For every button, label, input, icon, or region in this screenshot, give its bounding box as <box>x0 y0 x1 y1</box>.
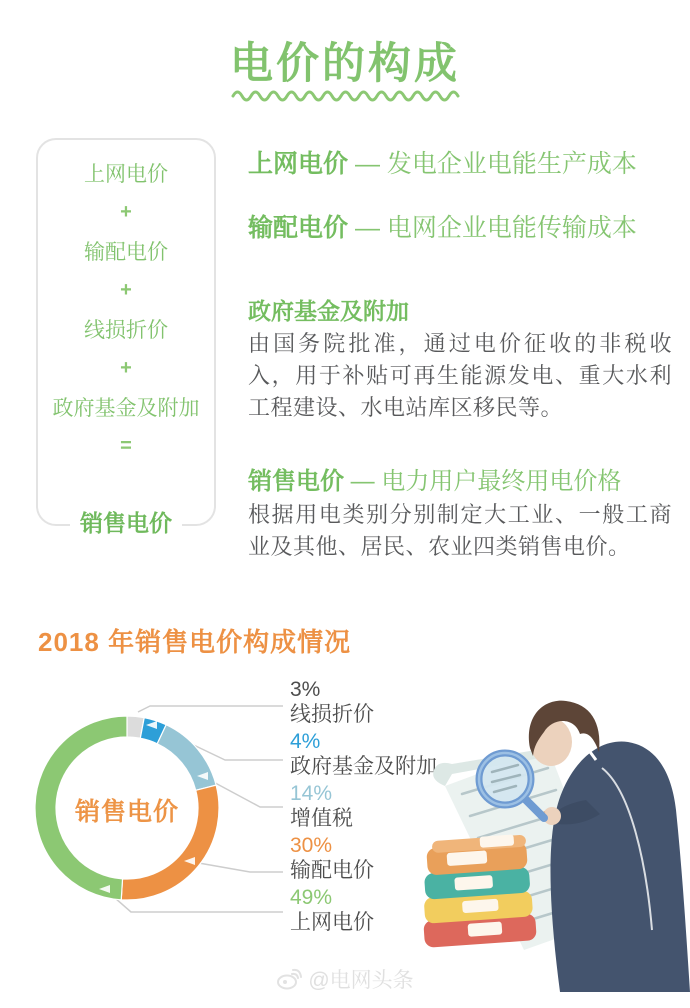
chart-label-name: 增值税 <box>290 807 353 830</box>
footer-credit-text: @电网头条 <box>308 969 414 992</box>
gov-section-title: 政府基金及附加 <box>248 298 409 324</box>
chart-label-value: 3% <box>290 678 321 701</box>
definition-desc: — 发电企业电能生产成本 <box>348 150 637 178</box>
chart-label-name: 线损折价 <box>290 703 374 726</box>
books-stack-icon <box>418 833 537 948</box>
formula-operator: + <box>120 200 132 223</box>
formula-term: 线损折价 <box>84 319 168 343</box>
chart-label-value: 49% <box>290 886 333 909</box>
formula-operator: + <box>120 356 132 379</box>
formula-term: 政府基金及附加 <box>52 397 200 421</box>
donut-center-label: 销售电价 <box>74 798 179 826</box>
weibo-icon <box>276 968 302 990</box>
formula-result: 销售电价 <box>70 505 182 538</box>
chart-label-value: 4% <box>290 730 321 753</box>
chart-label-name: 输配电价 <box>290 859 374 882</box>
formula-operator: + <box>120 278 132 301</box>
definition-desc: — 电网企业电能传输成本 <box>348 214 637 242</box>
title-squiggle-underline <box>0 0 690 110</box>
footer-credit <box>0 964 690 994</box>
definition-term: 上网电价 <box>248 150 349 178</box>
price-formula-box <box>36 138 216 536</box>
formula-term: 输配电价 <box>84 241 168 265</box>
chart-label-name: 上网电价 <box>290 911 374 934</box>
page-title: 电价的构成 <box>230 40 460 88</box>
sales-section-body: 根据用电类别分别制定大工业、一般工商业及其他、居民、农业四类销售电价。 <box>248 502 672 559</box>
formula-term: 上网电价 <box>84 163 168 186</box>
donut-slice-增值税 <box>157 725 216 791</box>
formula-operator: = <box>120 434 132 457</box>
sales-term: 销售电价 <box>248 468 344 495</box>
sales-desc: 电力用户最终用电价格 <box>381 468 622 495</box>
gov-section-body: 由国务院批准，通过电价征收的非税收入，用于补贴可再生能源发电、重大水利工程建设、水电站库区移民等。 <box>248 331 672 420</box>
illustration-person-reading-bill <box>398 662 690 992</box>
sales-dash: — <box>350 468 375 495</box>
chart-label-value: 30% <box>290 834 333 857</box>
sales-definition <box>248 461 621 496</box>
definition-row <box>248 208 637 244</box>
definition-row <box>248 144 637 180</box>
person <box>529 701 690 992</box>
definition-term: 输配电价 <box>248 214 349 242</box>
chart-label-name: 政府基金及附加 <box>290 755 437 778</box>
formula-items <box>38 158 214 458</box>
chart-label-value: 14% <box>290 782 333 805</box>
chart-section-title: 2018 年销售电价构成情况 <box>38 627 352 657</box>
